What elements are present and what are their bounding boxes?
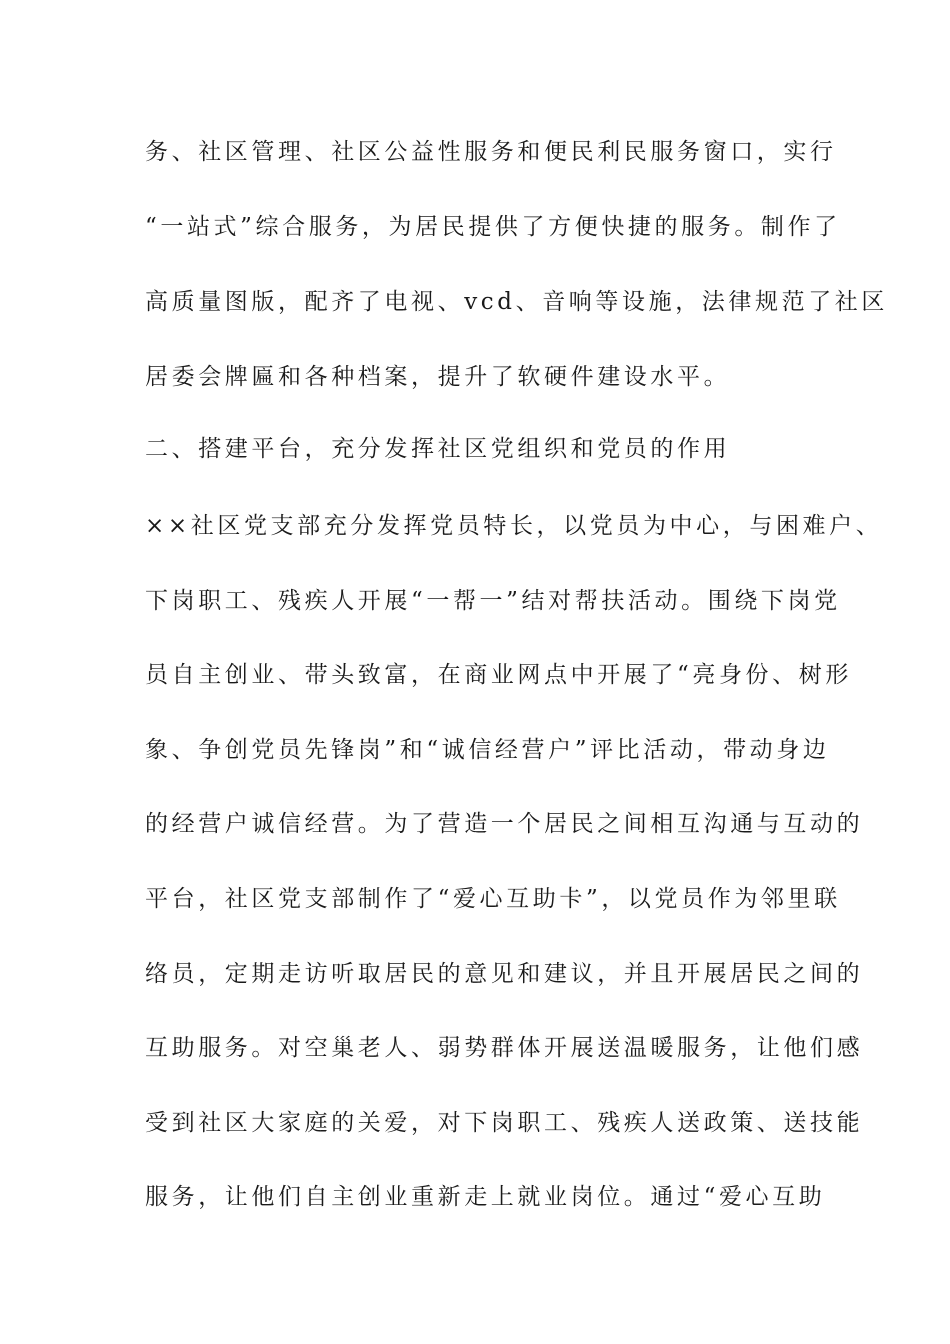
- body-text-line: 受到社区大家庭的关爱，对下岗职工、残疾人送政策、送技能: [145, 1110, 864, 1136]
- body-text-line: 平台，社区党支部制作了“爱心互助卡”，以党员作为邻里联: [145, 886, 841, 912]
- body-text-line: 络员，定期走访听取居民的意见和建议，并且开展居民之间的: [145, 961, 864, 987]
- body-text-line: 务、社区管理、社区公益性服务和便民利民服务窗口，实行: [145, 139, 837, 165]
- body-text-line: 互助服务。对空巢老人、弱势群体开展送温暖服务，让他们感: [145, 1035, 864, 1061]
- section-heading: 二、搭建平台，充分发挥社区党组织和党员的作用: [145, 436, 731, 462]
- body-text-line: 服务，让他们自主创业重新走上就业岗位。通过“爱心互助: [145, 1184, 826, 1210]
- body-text-line: 的经营户诚信经营。为了营造一个居民之间相互沟通与互动的: [145, 811, 864, 837]
- body-text-line: 象、争创党员先锋岗”和“诚信经营户”评比活动，带动身边: [145, 737, 830, 763]
- body-text-line: 员自主创业、带头致富，在商业网点中开展了“亮身份、树形: [145, 662, 852, 688]
- body-text-line: ××社区党支部充分发挥党员特长，以党员为中心，与困难户、: [145, 513, 883, 539]
- body-text-line: “一站式”综合服务，为居民提供了方便快捷的服务。制作了: [145, 214, 841, 240]
- body-text-line: 居委会牌匾和各种档案，提升了软硬件建设水平。: [145, 364, 731, 390]
- body-text-line: 高质量图版，配齐了电视、vcd、音响等设施，法律规范了社区: [145, 289, 888, 315]
- body-text-line: 下岗职工、残疾人开展“一帮一”结对帮扶活动。围绕下岗党: [145, 588, 841, 614]
